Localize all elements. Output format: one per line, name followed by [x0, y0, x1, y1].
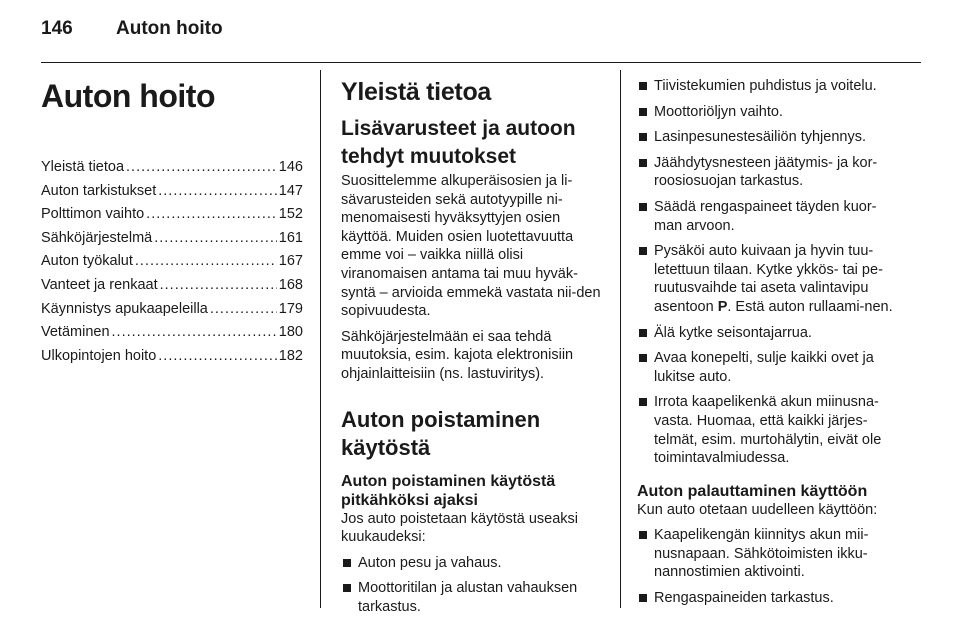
square-bullet-icon — [639, 354, 647, 362]
list-item: Rengaspaineiden tarkastus. — [637, 589, 902, 608]
page-number: 146 — [41, 18, 73, 39]
subsection-heading: Lisävarusteet ja autoon tehdyt muutokset — [341, 117, 576, 168]
square-bullet-icon — [639, 247, 647, 255]
content-column-2 — [341, 72, 603, 624]
toc-item[interactable]: Käynnistys apukaapeleilla ..... 179 — [41, 301, 303, 325]
paragraph: Suosittelemme alkuperäisosien ja li-sävarusteiden sekä autotyypille ni-menomaisesti hyväksyttyjen osien käyttöä. Muiden osien luotettavuutta emme voi – vaikka niillä olisi viranomaisen antama tai muu hyväk-syntä – arvioida emmekä vastata nii-den sopivuudesta. — [341, 173, 601, 320]
list-item: Lasinpesunestesäiliön tyhjennys. — [637, 128, 902, 147]
paragraph: Sähköjärjestelmään ei saa tehdä muutoksia, esim. kajota elektronisiin ohjainlaitteisiin (ns. lastuviritys). — [341, 328, 574, 382]
list-item: Pysäköi auto kuivaan ja hyvin tuu-letettuun tilaan. Kytke ykkös- tai pe-ruutusvaihde tai aseta valintavipu asentoon P. Estä auton rullaami-nen. — [637, 242, 902, 316]
column-divider — [620, 70, 621, 608]
square-bullet-icon — [639, 329, 647, 337]
square-bullet-icon — [343, 559, 351, 567]
list-item: Säädä rengaspaineet täyden kuor-man arvoon. — [637, 198, 902, 235]
list-item: Auton pesu ja vahaus. — [341, 554, 603, 573]
list-item: Tiivistekumien puhdistus ja voitelu. — [637, 77, 902, 96]
toc-item[interactable]: Sähköjärjestelmä ..... 161 — [41, 230, 303, 254]
running-section-title: Auton hoito — [116, 18, 223, 39]
list-item: Moottoritilan ja alustan vahauksen tarkastus. — [341, 579, 603, 616]
toc-item[interactable]: Vetäminen ..... 180 — [41, 324, 303, 348]
subsection-heading-2: Auton poistaminen käytöstä pitkähköksi ajaksi — [341, 472, 556, 509]
square-bullet-icon — [639, 594, 647, 602]
table-of-contents — [41, 159, 303, 371]
section-heading: Yleistä tietoa — [341, 78, 492, 106]
square-bullet-icon — [639, 203, 647, 211]
toc-item[interactable]: Yleistä tietoa ..... 146 — [41, 159, 303, 183]
paragraph: Kun auto otetaan uudelleen käyttöön: — [637, 501, 878, 518]
page-header — [41, 18, 921, 58]
toc-item[interactable]: Auton tarkistukset ..... 147 — [41, 183, 303, 207]
square-bullet-icon — [639, 531, 647, 539]
section-heading-2: Auton poistaminen käytöstä — [341, 406, 541, 460]
bullet-list — [341, 554, 603, 617]
header-rule — [41, 62, 921, 63]
square-bullet-icon — [639, 82, 647, 90]
toc-column — [41, 72, 303, 371]
bullet-list — [637, 77, 902, 468]
bullet-list — [637, 526, 902, 607]
square-bullet-icon — [639, 398, 647, 406]
content-column-3 — [637, 77, 902, 615]
list-item: Avaa konepelti, sulje kaikki ovet ja lukitse auto. — [637, 349, 902, 386]
toc-item[interactable]: Auton työkalut ..... 167 — [41, 253, 303, 277]
paragraph: Jos auto poistetaan käytöstä useaksi kuukaudeksi: — [341, 510, 578, 546]
toc-item[interactable]: Ulkopintojen hoito ..... 182 — [41, 348, 303, 372]
square-bullet-icon — [639, 133, 647, 141]
square-bullet-icon — [639, 159, 647, 167]
toc-item[interactable]: Polttimon vaihto ..... 152 — [41, 206, 303, 230]
list-item: Älä kytke seisontajarrua. — [637, 324, 902, 343]
list-item: Moottoriöljyn vaihto. — [637, 103, 902, 122]
subsection-heading-3: Auton palauttaminen käyttöön — [637, 482, 868, 500]
list-item: Kaapelikengän kiinnitys akun mii-nusnapaan. Sähkötoimisten ikku-nannostimien aktivointi. — [637, 526, 902, 582]
square-bullet-icon — [343, 584, 351, 592]
column-divider — [320, 70, 321, 608]
square-bullet-icon — [639, 108, 647, 116]
list-item: Jäähdytysnesteen jäätymis- ja kor-roosiosuojan tarkastus. — [637, 154, 902, 191]
list-item: Irrota kaapelikenkä akun miinusna-vasta. Huomaa, että kaikki järjes-telmät, esim. murtohälytin, eivät ole toimintavalmiudessa. — [637, 393, 902, 467]
chapter-title: Auton hoito — [41, 78, 215, 114]
gear-position-p: P — [717, 298, 728, 315]
toc-item[interactable]: Vanteet ja renkaat ..... 168 — [41, 277, 303, 301]
